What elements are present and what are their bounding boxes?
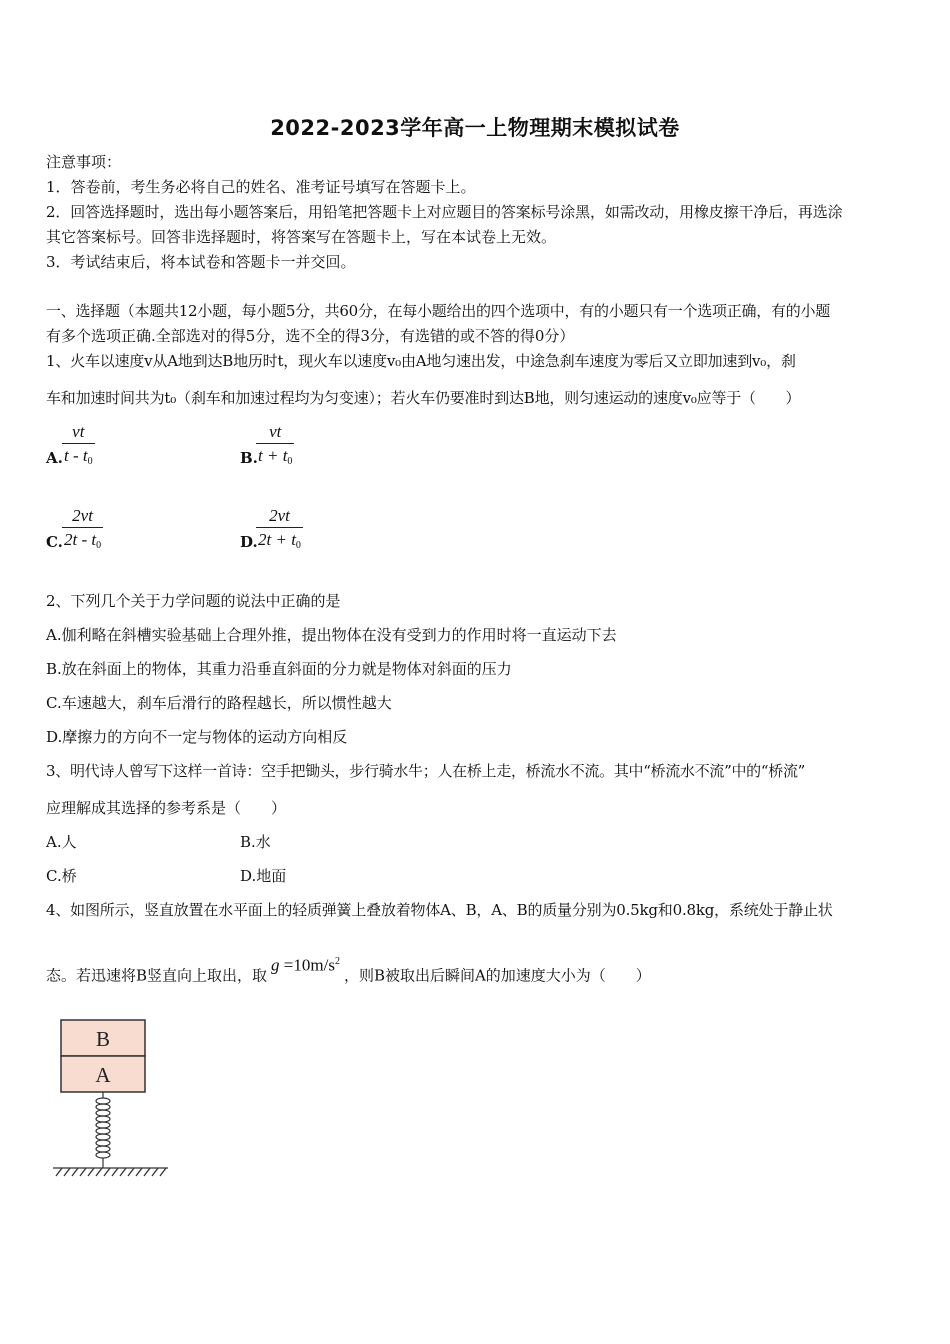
section-1-instructions-line-2: 有多个选项正确.全部选对的得5分，选不全的得3分，有选错的或不答的得0分） bbox=[46, 327, 575, 345]
q1-option-c-fraction bbox=[62, 506, 103, 551]
q1-option-b-fraction bbox=[256, 422, 294, 467]
q1-option-c-label: C. bbox=[46, 533, 63, 551]
q4-formula-value: =10m/s bbox=[283, 955, 335, 975]
q3-stem-line-2: 应理解成其选择的参考系是（ ） bbox=[46, 799, 287, 817]
q4-formula-g: g bbox=[271, 955, 280, 975]
q4-gravity-formula bbox=[271, 952, 340, 976]
block-b-label: B bbox=[95, 1027, 111, 1051]
ground-icon bbox=[53, 1168, 168, 1176]
q1-option-b-numerator: vt bbox=[269, 422, 282, 441]
q1-option-b-subscript: 0 bbox=[287, 456, 293, 467]
page-title: 2022-2023学年高一上物理期末模拟试卷 bbox=[270, 116, 680, 140]
spring-icon bbox=[96, 1092, 110, 1168]
q4-stem-line-2 bbox=[46, 955, 651, 986]
section-1-instructions-line-1: 一、选择题（本题共12小题，每小题5分，共60分，在每小题给出的四个选项中，有的小题只有一个选项正确，有的小题 bbox=[46, 302, 830, 320]
q1-option-d-fraction bbox=[256, 506, 303, 551]
q1-stem-line-2: 车和加速时间共为t₀（刹车和加速过程均为匀变速）；若火车仍要准时到达B地，则匀速运动的速度v₀应等于（ ） bbox=[46, 389, 801, 407]
q1-option-a-subscript: 0 bbox=[87, 456, 93, 467]
q1-option-a-label: A. bbox=[46, 449, 63, 467]
q3-option-b: B.水 bbox=[240, 833, 271, 851]
q1-option-a-numerator: vt bbox=[72, 422, 85, 441]
q3-option-d: D.地面 bbox=[240, 867, 287, 885]
q2-option-b: B.放在斜面上的物体，其重力沿垂直斜面的分力就是物体对斜面的压力 bbox=[46, 660, 512, 678]
q3-option-a: A.人 bbox=[46, 833, 77, 851]
spring-blocks-diagram bbox=[48, 1018, 178, 1183]
q1-option-d-label: D. bbox=[240, 533, 258, 551]
q1-option-c-numerator: 2vt bbox=[72, 506, 93, 525]
q1-option-c-denominator: 2t - t bbox=[64, 530, 97, 549]
q4-stem-line-2-end: ，则B被取出后瞬间A的加速度大小为（ ） bbox=[343, 966, 651, 985]
q1-stem-line-1: 1、火车以速度v从A地到达B地历时t，现火车以速度v₀由A地匀速出发，中途急刹车速度为零后又立即加速到v₀，刹 bbox=[46, 352, 796, 370]
q1-option-d-denominator: 2t + t bbox=[258, 530, 296, 549]
q1-option-b-label: B. bbox=[240, 449, 258, 467]
q4-formula-exponent: 2 bbox=[334, 956, 340, 967]
notice-item-2a: 2．回答选择题时，选出每小题答案后，用铅笔把答题卡上对应题目的答案标号涂黑，如需改动，用橡皮擦干净后，再选涂 bbox=[46, 203, 843, 221]
q3-option-c: C.桥 bbox=[46, 867, 77, 885]
q1-option-b-denominator: t + t bbox=[258, 446, 288, 465]
block-a-label: A bbox=[95, 1063, 111, 1087]
q1-option-c-subscript: 0 bbox=[96, 540, 102, 551]
q4-stem-line-1: 4、如图所示，竖直放置在水平面上的轻质弹簧上叠放着物体A、B，A、B的质量分别为0.5kg和0.8kg，系统处于静止状 bbox=[46, 901, 833, 919]
notice-item-2b: 其它答案标号。回答非选择题时，将答案写在答题卡上，写在本试卷上无效。 bbox=[46, 228, 557, 246]
q2-option-d: D.摩擦力的方向不一定与物体的运动方向相反 bbox=[46, 728, 348, 746]
q3-stem-line-1: 3、明代诗人曾写下这样一首诗：空手把锄头，步行骑水牛；人在桥上走，桥流水不流。其中“桥流水不流”中的“桥流” bbox=[46, 762, 806, 780]
notice-heading: 注意事项： bbox=[46, 153, 122, 171]
q2-stem: 2、下列几个关于力学问题的说法中正确的是 bbox=[46, 592, 341, 610]
q1-option-a-denominator: t - t bbox=[64, 446, 88, 465]
notice-item-1: 1．答卷前，考生务必将自己的姓名、准考证号填写在答题卡上。 bbox=[46, 178, 476, 196]
q1-option-d-numerator: 2vt bbox=[269, 506, 290, 525]
q1-option-a-fraction bbox=[62, 422, 95, 467]
q1-option-d-subscript: 0 bbox=[295, 540, 301, 551]
notice-item-3: 3．考试结束后，将本试卷和答题卡一并交回。 bbox=[46, 253, 356, 271]
q4-stem-line-2-start: 态。若迅速将B竖直向上取出，取 bbox=[46, 966, 268, 985]
q2-option-c: C.车速越大，刹车后滑行的路程越长，所以惯性越大 bbox=[46, 694, 392, 712]
q2-option-a: A.伽利略在斜槽实验基础上合理外推，提出物体在没有受到力的作用时将一直运动下去 bbox=[46, 626, 617, 644]
